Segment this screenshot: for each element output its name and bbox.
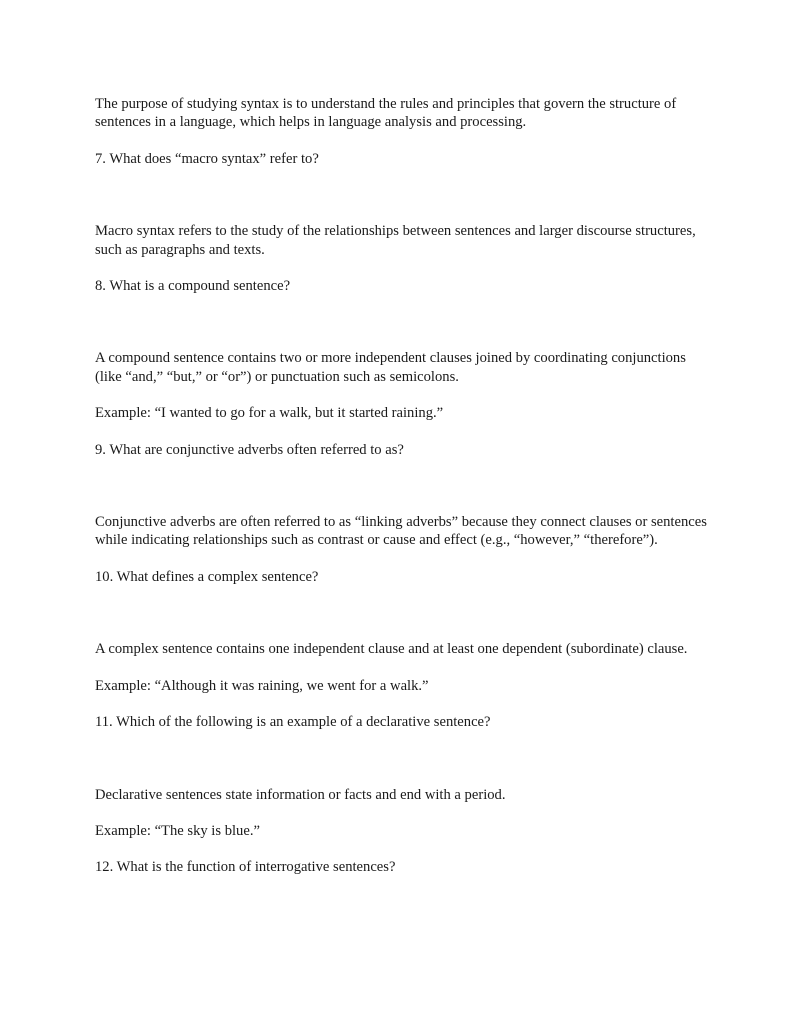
question-9: 9. What are conjunctive adverbs often referred to as? bbox=[95, 441, 404, 458]
answer-text-declarative-sentence: Declarative sentences state information or facts and end with a period. bbox=[95, 786, 506, 803]
question-10: 10. What defines a complex sentence? bbox=[95, 568, 319, 585]
example-complex-sentence: Example: “Although it was raining, we went for a walk.” bbox=[95, 677, 429, 694]
question-12: 12. What is the function of interrogative sentences? bbox=[95, 859, 396, 876]
answer-text-conjunctive-adverbs: Conjunctive adverbs are often referred to as “linking adverbs” because they connect clauses or sentences while indicating relationships such as contrast or cause and effect (e.g., “however,” “therefore”). bbox=[95, 514, 707, 549]
answer-text-complex-sentence: A complex sentence contains one independent clause and at least one dependent (subordinate) clause. bbox=[95, 641, 688, 658]
answer-text-syntax-purpose: The purpose of studying syntax is to understand the rules and principles that govern the structure of sentences in a language, which helps in language analysis and processing. bbox=[95, 96, 677, 131]
question-11: 11. Which of the following is an example of a declarative sentence? bbox=[95, 714, 491, 731]
question-7: 7. What does “macro syntax” refer to? bbox=[95, 150, 319, 167]
document-body bbox=[95, 95, 707, 877]
question-8: 8. What is a compound sentence? bbox=[95, 278, 291, 295]
answer-text-compound-sentence: A compound sentence contains two or more independent clauses joined by coordinating conjunctions (like “and,” “but,” or “or”) or punctuation such as semicolons. bbox=[95, 350, 686, 385]
example-compound-sentence: Example: “I wanted to go for a walk, but it started raining.” bbox=[95, 405, 444, 422]
example-declarative-sentence: Example: “The sky is blue.” bbox=[95, 822, 260, 839]
answer-text-macro-syntax: Macro syntax refers to the study of the relationships between sentences and larger discourse structures, such as paragraphs and texts. bbox=[95, 223, 696, 258]
